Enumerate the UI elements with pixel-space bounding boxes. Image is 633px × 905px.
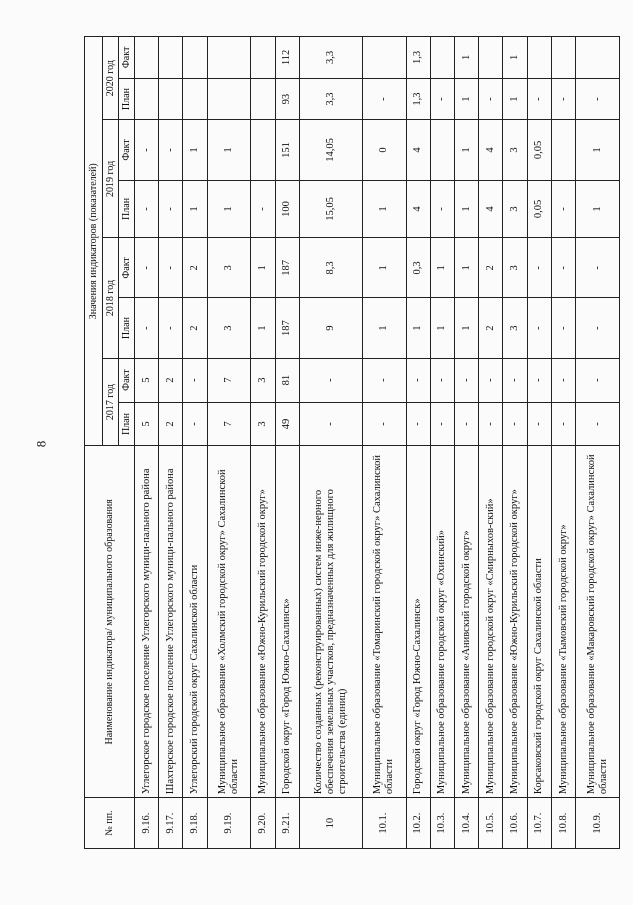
row-value: 2 (159, 358, 183, 402)
row-number: 10.6. (503, 798, 527, 849)
row-value (362, 37, 406, 79)
row-name: Муниципальное образование «Южно-Курильский городской округ» (251, 446, 275, 798)
row-value: 4 (406, 120, 430, 180)
row-name: Количество созданных (реконструированных) систем инже-нерного обеспечения земельных участков, предназначенных для жилищного строительства (единиц) (299, 446, 362, 798)
row-value: - (159, 298, 183, 358)
row-value: 4 (479, 180, 503, 238)
row-name: Муниципальное образование городской округ «Охинский» (430, 446, 454, 798)
row-value: - (299, 358, 362, 402)
row-value: 1 (503, 78, 527, 120)
row-value: - (551, 238, 575, 298)
table-row (135, 37, 159, 849)
row-value: 5 (135, 358, 159, 402)
rotated-table-container (84, 36, 620, 849)
table-row (406, 37, 430, 849)
row-value: 3,3 (299, 37, 362, 79)
header-fact: Факт (119, 37, 135, 79)
row-value: 3 (207, 298, 251, 358)
row-number: 10.4. (455, 798, 479, 849)
row-value: - (135, 120, 159, 180)
header-num: № пп. (85, 798, 135, 849)
table-row (479, 37, 503, 849)
header-plan: План (119, 78, 135, 120)
row-value: - (576, 238, 620, 298)
row-value: 1 (430, 298, 454, 358)
row-value: 2 (159, 402, 183, 446)
row-value (551, 37, 575, 79)
row-value: - (576, 402, 620, 446)
row-value: - (551, 180, 575, 238)
indicators-table (84, 36, 620, 849)
row-value: - (455, 402, 479, 446)
row-value: 3 (503, 180, 527, 238)
table-row (275, 37, 299, 849)
row-value: 7 (207, 358, 251, 402)
row-value: 1 (455, 180, 479, 238)
row-value (551, 120, 575, 180)
row-value (430, 120, 454, 180)
row-value: - (576, 78, 620, 120)
row-value: 1 (251, 298, 275, 358)
row-number: 10.1. (362, 798, 406, 849)
header-name: Наименование индикатора/ муниципального образования (85, 446, 135, 798)
header-fact: Факт (119, 120, 135, 180)
row-value: 3 (251, 402, 275, 446)
row-name: Муниципальное образование «Южно-Курильский городской округ» (503, 446, 527, 798)
row-value: 0 (362, 120, 406, 180)
row-name: Корсаковский городской округ Сахалинской области (527, 446, 551, 798)
header-fact: Факт (119, 238, 135, 298)
row-value: 1 (503, 37, 527, 79)
row-value: 1 (455, 120, 479, 180)
row-value: 1 (455, 298, 479, 358)
row-name: Городской округ «Город Южно-Сахалинск» (275, 446, 299, 798)
row-value: 2 (183, 298, 207, 358)
row-value: - (299, 402, 362, 446)
row-value: - (159, 120, 183, 180)
row-value: 1 (183, 180, 207, 238)
row-number: 9.20. (251, 798, 275, 849)
row-number: 10.2. (406, 798, 430, 849)
row-value: 2 (183, 238, 207, 298)
table-row (299, 37, 362, 849)
row-value: - (135, 180, 159, 238)
header-plan: План (119, 180, 135, 238)
row-value: - (362, 78, 406, 120)
header-plan: План (119, 402, 135, 446)
row-value: 49 (275, 402, 299, 446)
table-row (576, 37, 620, 849)
row-number: 9.21. (275, 798, 299, 849)
row-value: 151 (275, 120, 299, 180)
row-value: - (183, 358, 207, 402)
row-value (159, 37, 183, 79)
row-number: 10.3. (430, 798, 454, 849)
table-body (135, 37, 620, 849)
row-number: 10.5. (479, 798, 503, 849)
row-value: 2 (479, 298, 503, 358)
table-row (207, 37, 251, 849)
row-value: 3 (503, 298, 527, 358)
row-value: 100 (275, 180, 299, 238)
row-value (207, 37, 251, 79)
row-value: 1 (362, 298, 406, 358)
table-row (362, 37, 406, 849)
row-value: 187 (275, 298, 299, 358)
row-value: - (430, 402, 454, 446)
header-plan: План (119, 298, 135, 358)
row-value: - (527, 402, 551, 446)
row-name: Муниципальное образование городской округ «Смирныхов-ский» (479, 446, 503, 798)
row-value (479, 37, 503, 79)
row-value: - (576, 298, 620, 358)
row-value: - (455, 358, 479, 402)
row-value: 1 (455, 238, 479, 298)
header-year-2020: 2020 год (103, 37, 119, 120)
table-row (251, 37, 275, 849)
row-value: 14,05 (299, 120, 362, 180)
row-value: - (430, 78, 454, 120)
table-row (551, 37, 575, 849)
table-row (503, 37, 527, 849)
row-value: 7 (207, 402, 251, 446)
row-value: 1 (576, 120, 620, 180)
row-value (183, 78, 207, 120)
row-value: 0,05 (527, 180, 551, 238)
row-value: 81 (275, 358, 299, 402)
row-value: 0,3 (406, 238, 430, 298)
row-value: - (479, 358, 503, 402)
row-value: - (183, 402, 207, 446)
row-name: Муниципальное образование «Анивский городской округ» (455, 446, 479, 798)
row-value: - (527, 358, 551, 402)
row-value: 112 (275, 37, 299, 79)
table-row (430, 37, 454, 849)
row-value: - (159, 180, 183, 238)
row-value (135, 37, 159, 79)
row-value: 4 (479, 120, 503, 180)
row-value: - (527, 238, 551, 298)
row-value: 1 (207, 180, 251, 238)
header-fact: Факт (119, 358, 135, 402)
header-year-2018: 2018 год (103, 238, 119, 358)
row-value: - (527, 298, 551, 358)
row-value: 1 (455, 37, 479, 79)
row-value: 1 (207, 120, 251, 180)
row-value: 1 (430, 238, 454, 298)
row-value: 1 (251, 238, 275, 298)
row-number: 10.8. (551, 798, 575, 849)
row-value: - (430, 358, 454, 402)
row-value: - (527, 78, 551, 120)
row-value: - (503, 358, 527, 402)
row-name: Муниципальное образование «Тымовский городской округ» (551, 446, 575, 798)
row-value: 1 (406, 298, 430, 358)
row-value: 3 (503, 120, 527, 180)
header-group: Значения индикаторов (показателей) (85, 37, 103, 447)
table-row (527, 37, 551, 849)
row-value: 3 (503, 238, 527, 298)
row-value: - (479, 402, 503, 446)
row-value: 2 (479, 238, 503, 298)
row-value (159, 78, 183, 120)
row-value: - (551, 402, 575, 446)
row-number: 10 (299, 798, 362, 849)
row-value: 1 (455, 78, 479, 120)
table-row (183, 37, 207, 849)
row-value: 1 (362, 180, 406, 238)
row-value (430, 37, 454, 79)
row-value: 8,3 (299, 238, 362, 298)
row-value: 1 (362, 238, 406, 298)
row-number: 9.17. (159, 798, 183, 849)
row-value (251, 120, 275, 180)
row-value: - (135, 298, 159, 358)
row-value: - (551, 358, 575, 402)
table-row (159, 37, 183, 849)
row-value: - (362, 358, 406, 402)
row-number: 9.16. (135, 798, 159, 849)
row-name: Городской округ «Город Южно-Сахалинск» (406, 446, 430, 798)
row-value: 15,05 (299, 180, 362, 238)
row-value: - (551, 298, 575, 358)
row-value: 3 (207, 238, 251, 298)
row-name: Углегорское городское поселение Углегорского муници-пального района (135, 446, 159, 798)
header-year-2019: 2019 год (103, 120, 119, 238)
row-value (207, 78, 251, 120)
page-number: 8 (33, 440, 49, 448)
row-value (135, 78, 159, 120)
row-value (251, 37, 275, 79)
row-value: 3,3 (299, 78, 362, 120)
row-value: 1 (576, 180, 620, 238)
row-value: - (576, 358, 620, 402)
row-value: 1,3 (406, 37, 430, 79)
row-value: 1 (183, 120, 207, 180)
row-value: - (135, 238, 159, 298)
row-value: - (406, 358, 430, 402)
row-value: 9 (299, 298, 362, 358)
row-number: 9.18. (183, 798, 207, 849)
row-value: 5 (135, 402, 159, 446)
row-value: - (159, 238, 183, 298)
row-number: 9.19. (207, 798, 251, 849)
row-value: 187 (275, 238, 299, 298)
row-value (576, 37, 620, 79)
row-value: 93 (275, 78, 299, 120)
row-value: - (251, 180, 275, 238)
row-value: 1,3 (406, 78, 430, 120)
row-value (527, 37, 551, 79)
header-year-2017: 2017 год (103, 358, 119, 446)
row-value (251, 78, 275, 120)
row-value: 4 (406, 180, 430, 238)
row-name: Муниципальное образование «Холмский городской округ» Сахалинской области (207, 446, 251, 798)
row-name: Углегорский городской округ Сахалинской области (183, 446, 207, 798)
row-number: 10.7. (527, 798, 551, 849)
row-value: 0,05 (527, 120, 551, 180)
row-name: Муниципальное образование «Томаринский городской округ» Сахалинской области (362, 446, 406, 798)
row-value (183, 37, 207, 79)
row-name: Муниципальное образование «Макаровский городской округ» Сахалинской области (576, 446, 620, 798)
row-number: 10.9. (576, 798, 620, 849)
row-value: 3 (251, 358, 275, 402)
row-value: - (406, 402, 430, 446)
row-value: - (479, 78, 503, 120)
row-value: - (362, 402, 406, 446)
row-name: Шахтерское городское поселение Углегорского муници-пального района (159, 446, 183, 798)
row-value: - (430, 180, 454, 238)
table-row (455, 37, 479, 849)
row-value: - (503, 402, 527, 446)
row-value: - (551, 78, 575, 120)
